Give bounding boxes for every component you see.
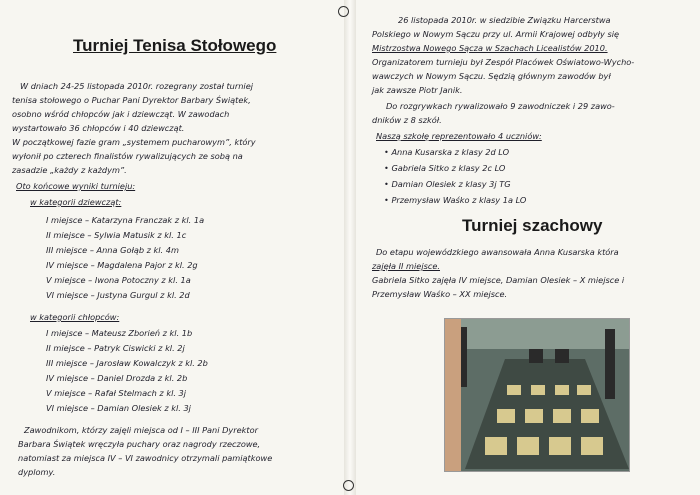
team-member: • Damian Olesiek z klasy 3j TG	[384, 179, 511, 189]
boys-result-row: III miejsce – Jarosław Kowalczyk z kl. 2b	[46, 358, 208, 368]
chess-intro-line: Mistrzostwa Nowego Sącza w Szachach Licealistów 2010.	[372, 43, 608, 53]
boys-result-row: II miejsce – Patryk Ciswicki z kl. 2j	[46, 343, 185, 353]
chess-intro-line: Polskiego w Nowym Sączu przy ul. Armii Krajowej odbyły się	[372, 29, 620, 39]
boys-result-row: IV miejsce – Daniel Drozda z kl. 2b	[46, 373, 188, 383]
closing-line: Zawodnikom, którzy zajęli miejsca od I – III Pani Dyrektor	[24, 425, 258, 435]
girls-result-row: III miejsce – Anna Gołąb z kl. 4m	[46, 245, 179, 255]
girls-result-row: V miejsce – Iwona Potoczny z kl. 1a	[46, 275, 191, 285]
boys-result-row: VI miejsce – Damian Olesiek z kl. 3j	[46, 403, 191, 413]
team-member-text: Przemysław Waśko z klasy 1a LO	[391, 195, 527, 205]
intro-line: wyłonił po czterech finalistów rywalizujących ze sobą na	[12, 151, 243, 161]
team-member-text: Damian Olesiek z klasy 3j TG	[391, 179, 511, 189]
page-title-table-tennis: Turniej Tenisa Stołowego	[73, 36, 277, 55]
chess-intro-line: 26 listopada 2010r. w siedzibie Związku Harcerstwa	[398, 15, 611, 25]
chess-result-line: Przemysław Waśko – XX miejsce.	[372, 289, 508, 299]
girls-result-row: II miejsce – Sylwia Matusik z kl. 1c	[46, 230, 187, 240]
boys-category-header: w kategorii chłopców:	[30, 312, 120, 322]
closing-line: dyplomy.	[18, 467, 56, 477]
girls-result-row: VI miejsce – Justyna Gurgul z kl. 2d	[46, 290, 190, 300]
team-member: • Anna Kusarska z klasy 2d LO	[384, 147, 510, 157]
chess-intro-line: jak zawsze Piotr Janik.	[372, 85, 463, 95]
spiral-ring-top	[338, 6, 349, 17]
girls-result-row: I miejsce – Katarzyna Franczak z kl. 1a	[46, 215, 205, 225]
chess-result-line: zajęła II miejsce.	[372, 261, 440, 271]
chess-intro-line: wawczych w Nowym Sączu. Sędzią głównym zawodów był	[372, 71, 611, 81]
team-member: • Gabriela Sitko z klasy 2c LO	[384, 163, 506, 173]
boys-result-row: I miejsce – Mateusz Zborień z kl. 1b	[46, 328, 193, 338]
chess-result-line: Do etapu wojewódzkiego awansowała Anna Kusarska która	[376, 247, 619, 257]
intro-line: W dniach 24-25 listopada 2010r. rozegrany został turniej	[20, 81, 254, 91]
intro-line: osobno wśród chłopców jak i dziewcząt. W zawodach	[12, 109, 230, 119]
team-member: • Przemysław Waśko z klasy 1a LO	[384, 195, 527, 205]
page-gutter	[344, 0, 356, 495]
team-header: Naszą szkołę reprezentowało 4 uczniów:	[376, 131, 542, 141]
intro-line: tenisa stołowego o Puchar Pani Dyrektor Barbary Świątek,	[12, 95, 251, 105]
intro-line: zasadzie „każdy z każdym”.	[12, 165, 127, 175]
boys-result-row: V miejsce – Rafał Stelmach z kl. 3j	[46, 388, 187, 398]
intro-line: W początkowej fazie gram „systemem pucharowym”, który	[12, 137, 256, 147]
closing-line: natomiast za miejsca IV – VI zawodnicy otrzymali pamiątkowe	[18, 453, 273, 463]
team-member-text: Anna Kusarska z klasy 2d LO	[391, 147, 510, 157]
girls-category-header: w kategorii dziewcząt:	[30, 197, 122, 207]
closing-line: Barbara Świątek wręczyła puchary oraz nagrody rzeczowe,	[18, 439, 261, 449]
girls-result-row: IV miejsce – Magdalena Pajor z kl. 2g	[46, 260, 198, 270]
team-member-text: Gabriela Sitko z klasy 2c LO	[391, 163, 506, 173]
results-intro: Oto końcowe wyniki turnieju:	[16, 181, 136, 191]
intro-line: wystartowało 36 chłopców i 40 dziewcząt.	[12, 123, 185, 133]
page-title-chess: Turniej szachowy	[462, 216, 603, 235]
chess-intro-line: dników z 8 szkół.	[372, 115, 442, 125]
chess-result-line: Gabriela Sitko zajęła IV miejsce, Damian Olesiek – X miejsce i	[372, 275, 625, 285]
chess-intro-line: Organizatorem turnieju był Zespół Placówek Oświatowo-Wycho-	[372, 57, 635, 67]
spiral-ring-bottom	[343, 480, 354, 491]
chess-intro-line: Do rozgrywkach rywalizowało 9 zawodniczek i 29 zawo-	[386, 101, 615, 111]
chess-tournament-photo	[444, 318, 630, 472]
